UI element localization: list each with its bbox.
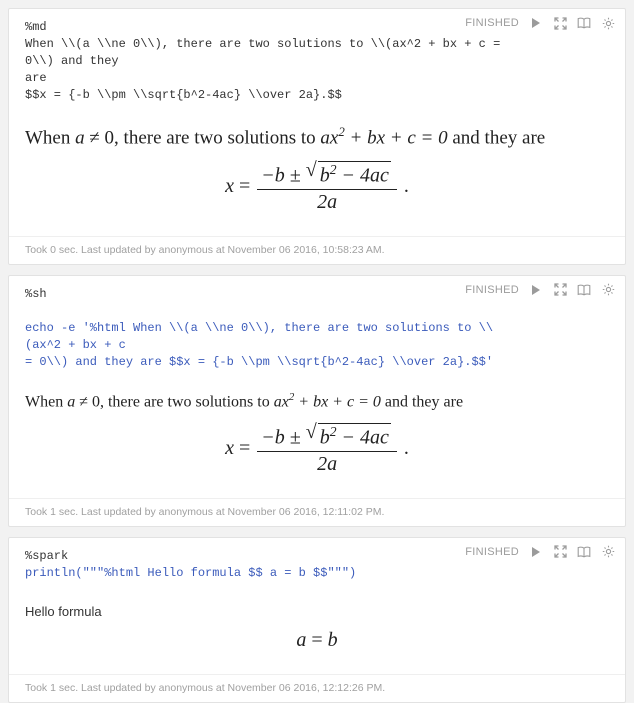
status-badge: FINISHED (465, 17, 519, 29)
paragraph-toolbar (465, 283, 615, 297)
formula-equals: = (238, 437, 251, 460)
rendered-sentence (25, 385, 609, 413)
paragraph-spark[interactable] (8, 537, 626, 703)
rendered-sentence (25, 118, 609, 151)
paragraph-toolbar (465, 16, 615, 30)
formula-fraction (255, 423, 399, 476)
rendered-formula (25, 413, 609, 490)
paragraph-sh[interactable] (8, 275, 626, 527)
gear-icon[interactable] (601, 545, 615, 559)
math-var-a: a (75, 127, 85, 149)
formula-equals: = (306, 628, 328, 651)
formula-rhs: b (327, 628, 338, 651)
radicand-rest: − 4ac (336, 426, 389, 449)
math-exponent: 2 (288, 390, 295, 403)
code-line: %sh (25, 286, 47, 301)
status-badge: FINISHED (465, 283, 519, 296)
paragraph-md[interactable] (8, 8, 626, 265)
status-badge: FINISHED (465, 545, 519, 558)
formula-trailing: . (403, 175, 409, 198)
gear-icon[interactable] (601, 16, 615, 30)
rendered-formula-simple (25, 619, 609, 666)
math-equation: ax (273, 393, 289, 411)
sentence-post: and they are (380, 393, 464, 411)
sentence-post: and they are (447, 127, 546, 149)
numerator-pre: −b ± (261, 164, 306, 187)
result-spark (9, 590, 625, 666)
play-icon[interactable] (529, 16, 543, 30)
code-line: $$x = {-b \\pm \\sqrt{b^2-4ac} \\over 2a}.$$ (25, 88, 342, 102)
collapse-arrows-icon[interactable] (553, 545, 567, 559)
formula-fraction (255, 161, 399, 214)
result-md (9, 112, 625, 228)
formula-numerator (257, 161, 397, 190)
paragraph-footer: Took 0 sec. Last updated by anonymous at November 06 2016, 10:58:23 AM. (9, 236, 625, 264)
paragraph-footer: Took 1 sec. Last updated by anonymous at November 06 2016, 12:11:02 PM. (9, 498, 625, 526)
play-icon[interactable] (529, 283, 543, 297)
formula-numerator (257, 423, 397, 452)
play-icon[interactable] (529, 545, 543, 559)
book-icon[interactable] (577, 545, 591, 559)
radicand (318, 161, 391, 188)
result-sh (9, 379, 625, 490)
paragraph-toolbar (465, 545, 615, 559)
formula-lhs: x (225, 175, 234, 198)
radicand-rest: − 4ac (336, 164, 389, 187)
book-icon[interactable] (577, 283, 591, 297)
code-line: %md (25, 20, 47, 34)
math-equation-rest: + bx + c = 0 (294, 393, 381, 411)
sentence-ne: ≠ 0, there are two solutions to (84, 127, 321, 149)
rendered-formula (25, 151, 609, 228)
formula-trailing: . (403, 437, 409, 460)
sentence-pre: When (25, 127, 76, 149)
code-line: println("""%html Hello formula $$ a = b $$""") (25, 565, 357, 580)
math-exponent: 2 (338, 124, 345, 139)
radicand-base: b (319, 426, 330, 449)
paragraph-footer: Took 1 sec. Last updated by anonymous at November 06 2016, 12:12:26 PM. (9, 674, 625, 702)
formula-lhs: x (225, 437, 234, 460)
rendered-text: Hello formula (25, 603, 102, 619)
math-var-a: a (67, 393, 76, 411)
math-equation-rest: + bx + c = 0 (344, 127, 448, 149)
radicand-exponent: 2 (329, 162, 337, 178)
code-line: = 0\\) and they are $$x = {-b \\pm \\sqrt{b^2-4ac} \\over 2a}.$$' (25, 354, 494, 369)
book-icon[interactable] (577, 16, 591, 30)
sentence-ne: ≠ 0, there are two solutions to (75, 393, 274, 411)
code-line: echo -e '%html When \\(a \\ne 0\\), there are two solutions to \\(ax^2 + bx + c (25, 320, 494, 352)
formula-equals: = (238, 175, 251, 198)
sqrt-icon (306, 423, 393, 450)
code-line: When \\(a \\ne 0\\), there are two solutions to \\(ax^2 + bx + c = 0\\) and they (25, 37, 508, 68)
collapse-arrows-icon[interactable] (553, 283, 567, 297)
collapse-arrows-icon[interactable] (553, 16, 567, 30)
code-line: are (25, 71, 47, 85)
gear-icon[interactable] (601, 283, 615, 297)
radicand (318, 423, 391, 450)
sqrt-icon (306, 161, 393, 188)
radicand-base: b (319, 164, 330, 187)
sentence-pre: When (25, 393, 68, 411)
formula-denominator: 2a (317, 452, 338, 475)
formula-denominator: 2a (317, 190, 338, 213)
formula-lhs: a (296, 628, 307, 651)
numerator-pre: −b ± (261, 426, 306, 449)
math-equation: ax (320, 127, 339, 149)
code-line: %spark (25, 548, 69, 563)
radicand-exponent: 2 (329, 424, 337, 440)
